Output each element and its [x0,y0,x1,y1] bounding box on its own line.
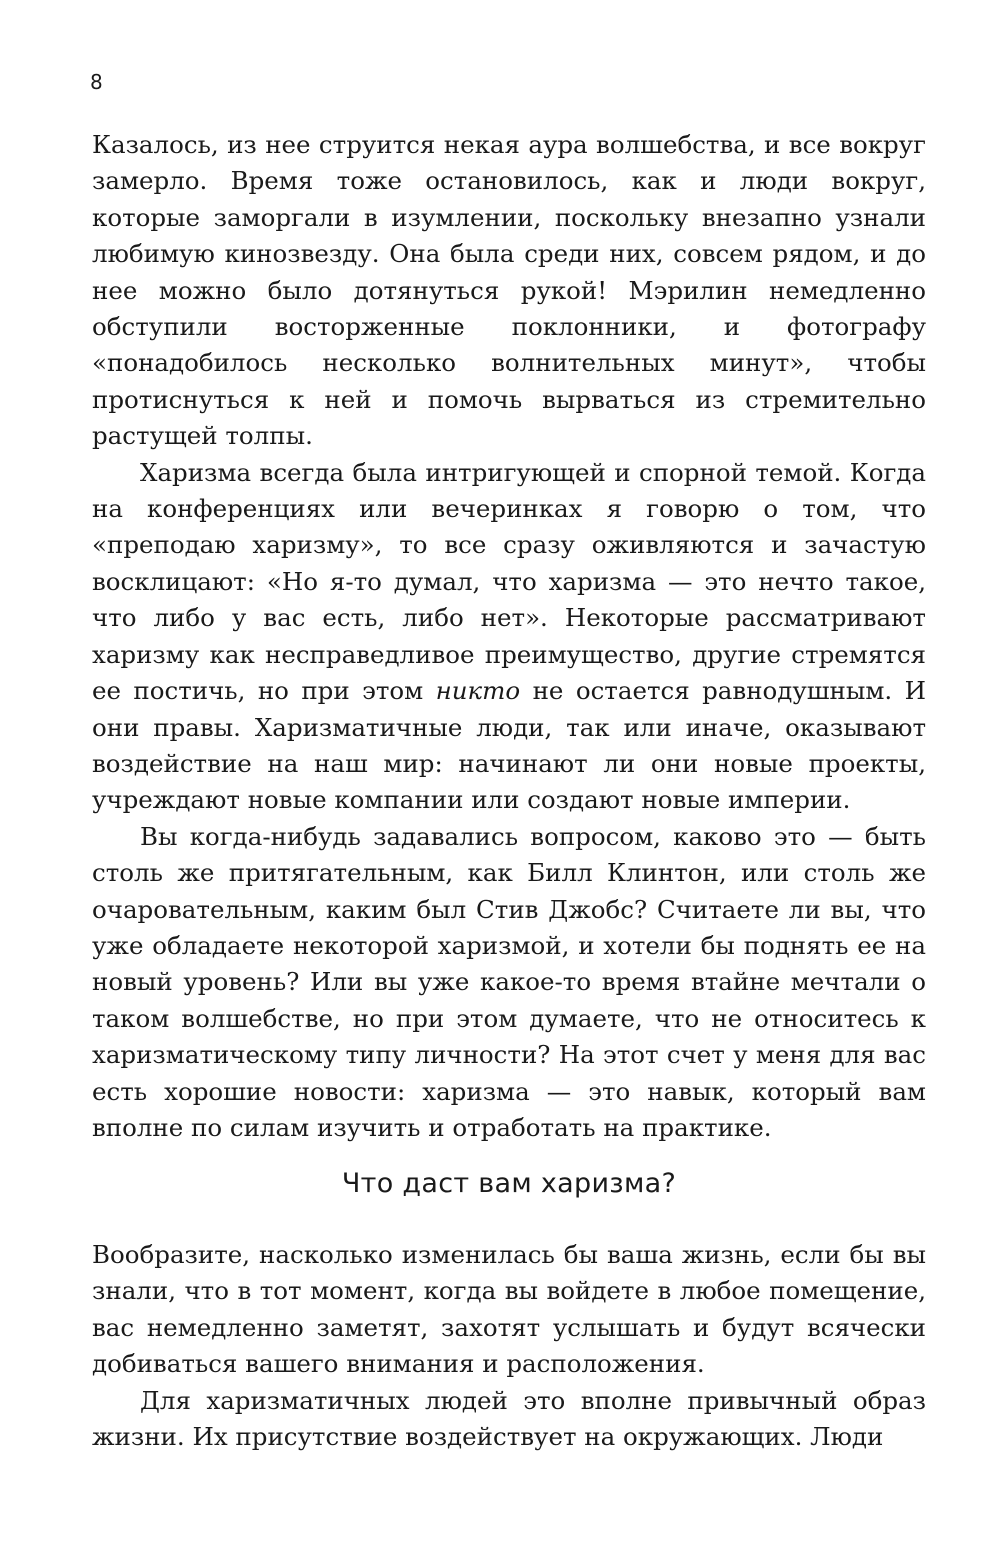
section-heading: Что даст вам харизма? [341,1168,677,1199]
body-text-block [92,1237,926,1455]
paragraph-text: не остается равнодушным. И они правы. Харизматичные люди, так или иначе, оказывают воздействие на наш мир: начинают ли они новые проекты, учреждают новые компании или создают новые империи. [92,676,927,815]
paragraph: Для харизматичных людей это вполне привычный образ жизни. Их присутствие воздействует на окружающих. Люди [92,1385,926,1452]
paragraph: Вообразите, насколько изменилась бы ваша жизнь, если бы вы знали, что в тот момент, когда вы войдете в любое помещение, вас немедленно заметят, захотят услышать и будут всячески добиваться вашего внимания и расположения. [92,1240,926,1379]
italic-word: никто [435,676,521,706]
paragraph-text: Харизма всегда была интригующей и спорной темой. Когда на конференциях или вечеринках я говорю о том, что «преподаю харизму», то все сразу оживляются и зачастую восклицают: «Но я-то думал, что харизма — это нечто такое, что либо у вас есть, либо нет». Некоторые рассматривают харизму как несправедливое преимущество, другие стремятся ее постичь, но при этом [92,457,926,706]
paragraph: Вы когда-нибудь задавались вопросом, каково это — быть столь же притягательным, как Билл Клинтон, или столь же очаровательным, каким был Стив Джобс? Считаете ли вы, что уже обладаете некоторой харизмой, и хотели бы поднять ее на новый уровень? Или вы уже какое-то время втайне мечтали о таком волшебстве, но при этом думаете, что не относитесь к харизматическому типу личности? На этот счет у меня для вас есть хорошие новости: харизма — это навык, который вам вполне по силам изучить и отработать на практике. [92,821,926,1142]
body-text-block [92,127,926,1146]
page-number: 8 [90,70,103,94]
paragraph [92,455,926,819]
paragraph: Казалось, из нее струится некая аура волшебства, и все вокруг замерло. Время тоже остановилось, как и люди вокруг, которые заморгали в изумлении, поскольку внезапно узнали любимую кинозвезду. Она была среди них, совсем рядом, и до нее можно было дотянуться рукой! Мэрилин немедленно обступили восторженные поклонники, и фотографу «понадобилось несколько волнительных минут», чтобы протиснуться к ней и помочь вырваться из стремительно растущей толпы. [92,130,926,451]
